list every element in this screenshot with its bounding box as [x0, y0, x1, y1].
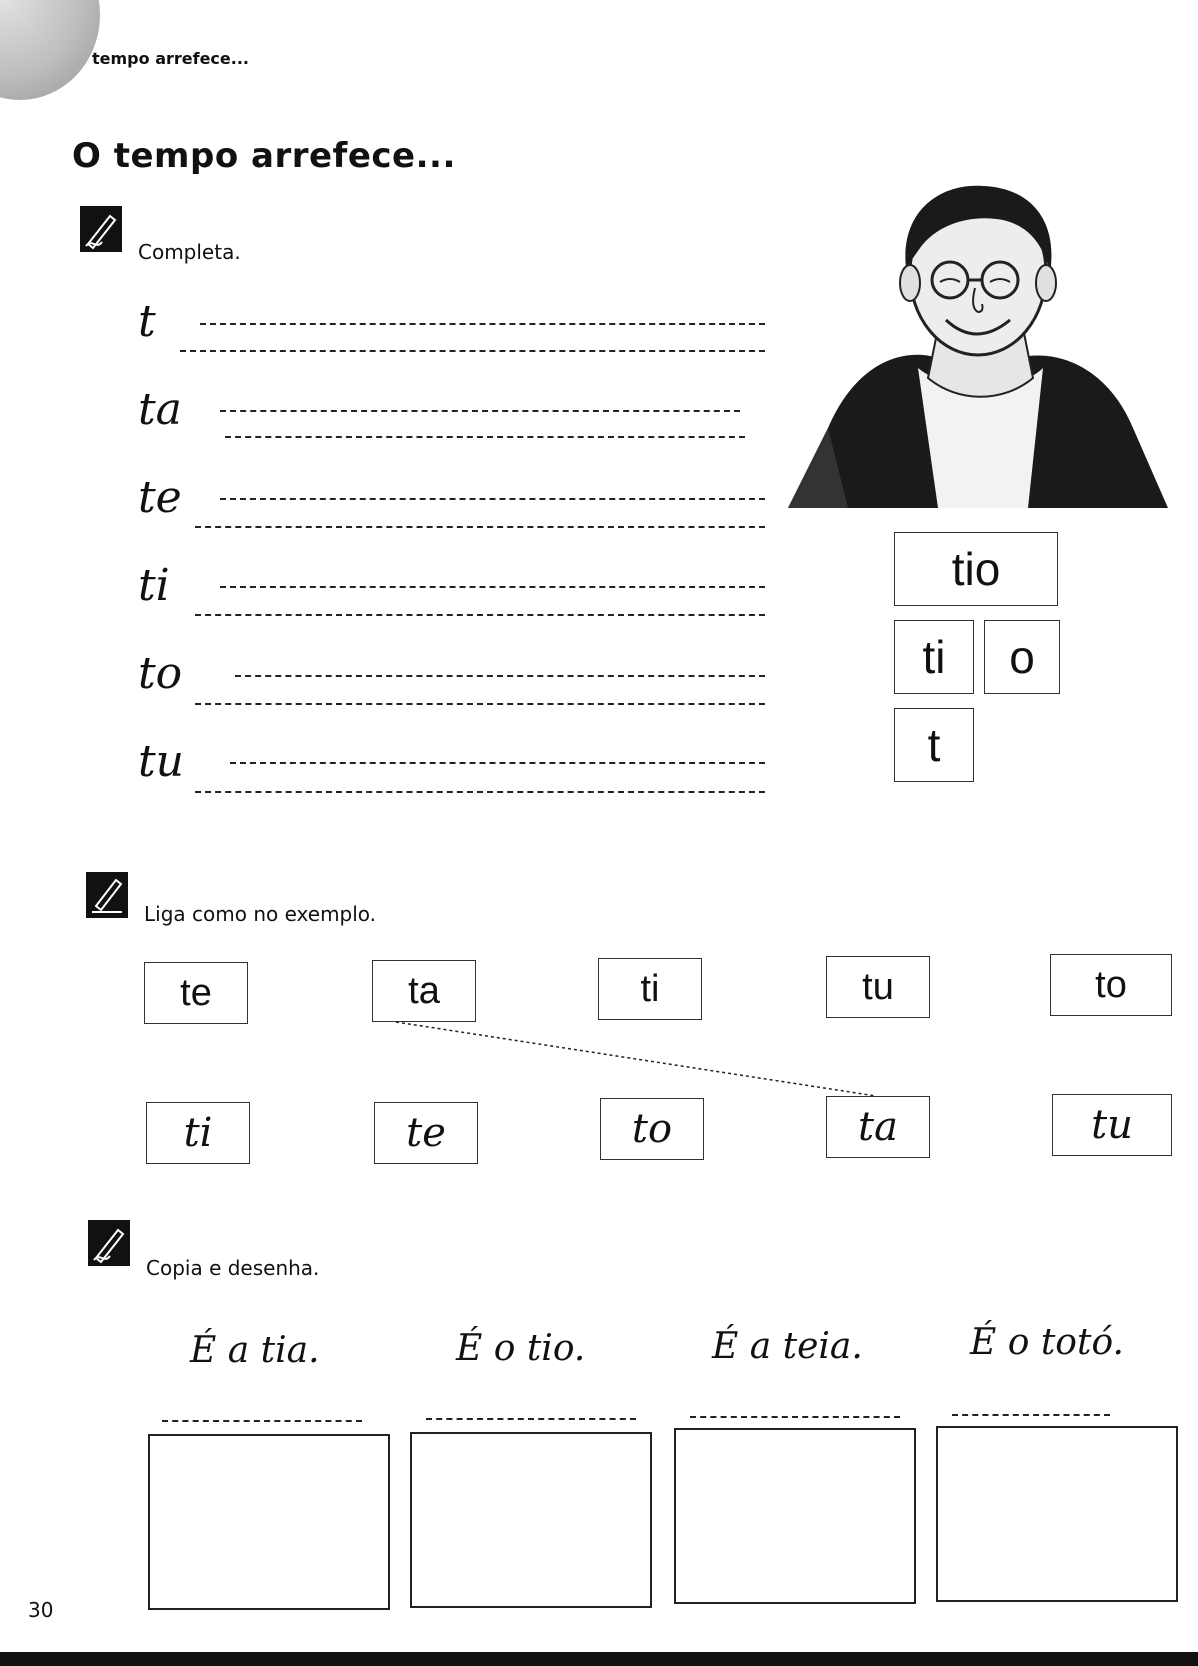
- writing-line[interactable]: [195, 614, 765, 616]
- copy-line-2[interactable]: [426, 1418, 636, 1420]
- writing-line[interactable]: [235, 675, 765, 677]
- bottom-bar: [0, 1652, 1198, 1666]
- exercise-3-instruction: Copia e desenha.: [146, 1256, 320, 1280]
- bottom-syllable-te[interactable]: [374, 1102, 478, 1164]
- syllable-label: to: [631, 1106, 673, 1152]
- word-tio: tio: [951, 543, 1001, 595]
- syllable-label: te: [180, 971, 212, 1014]
- top-syllable-to[interactable]: [1050, 954, 1172, 1016]
- row-label-tu: tu: [138, 736, 185, 787]
- writing-line[interactable]: [230, 762, 765, 764]
- sentence-2: É o tio.: [456, 1328, 586, 1369]
- uncle-illustration: [788, 178, 1168, 508]
- writing-line[interactable]: [195, 791, 765, 793]
- row-label-ta: ta: [138, 384, 182, 435]
- page-title: O tempo arrefece...: [72, 136, 456, 176]
- copy-line-1[interactable]: [162, 1420, 362, 1422]
- pencil-icon: [86, 872, 128, 918]
- bottom-syllable-tu[interactable]: [1052, 1094, 1172, 1156]
- writing-line[interactable]: [220, 410, 740, 412]
- letter-o: o: [1009, 631, 1035, 683]
- syllable-label: ti: [183, 1110, 213, 1156]
- top-syllable-ta[interactable]: [372, 960, 476, 1022]
- writing-line[interactable]: [180, 350, 765, 352]
- syllable-label: tu: [1091, 1102, 1133, 1148]
- syllable-label: ta: [408, 969, 440, 1012]
- page-number: 30: [28, 1598, 54, 1622]
- syllable-label: ta: [858, 1104, 898, 1150]
- syllable-label: tu: [862, 965, 894, 1008]
- top-syllable-ti[interactable]: [598, 958, 702, 1020]
- syllable-label: to: [1095, 963, 1127, 1006]
- row-label-ti: ti: [138, 560, 170, 611]
- writing-line[interactable]: [195, 703, 765, 705]
- bottom-syllable-to[interactable]: [600, 1098, 704, 1160]
- exercise-1-instruction: Completa.: [138, 240, 241, 264]
- word-box-o: [984, 620, 1060, 694]
- drawing-box-4[interactable]: [936, 1426, 1178, 1602]
- pencil-icon: [80, 206, 122, 252]
- sentence-1: É a tia.: [190, 1330, 320, 1371]
- top-syllable-tu[interactable]: [826, 956, 930, 1018]
- exercise-2-instruction: Liga como no exemplo.: [144, 902, 377, 926]
- syllable-ti: ti: [922, 631, 946, 683]
- sentence-3: É a teia.: [712, 1326, 863, 1367]
- drawing-box-3[interactable]: [674, 1428, 916, 1604]
- bottom-syllable-ti[interactable]: [146, 1102, 250, 1164]
- corner-decoration: [0, 0, 100, 100]
- syllable-label: ti: [640, 967, 660, 1010]
- bottom-syllable-ta[interactable]: [826, 1096, 930, 1158]
- word-box-tio: [894, 532, 1058, 606]
- syllable-label: te: [406, 1110, 446, 1156]
- drawing-box-1[interactable]: [148, 1434, 390, 1610]
- writing-line[interactable]: [225, 436, 745, 438]
- row-label-t: t: [138, 296, 156, 347]
- row-label-to: to: [138, 648, 183, 699]
- top-syllable-te[interactable]: [144, 962, 248, 1024]
- writing-line[interactable]: [200, 323, 765, 325]
- writing-line[interactable]: [220, 586, 765, 588]
- pencil-icon: [88, 1220, 130, 1266]
- copy-line-3[interactable]: [690, 1416, 900, 1418]
- copy-line-4[interactable]: [952, 1414, 1110, 1416]
- sentence-4: É o totó.: [970, 1322, 1124, 1363]
- drawing-box-2[interactable]: [410, 1432, 652, 1608]
- writing-line[interactable]: [220, 498, 765, 500]
- running-head: tempo arrefece...: [92, 49, 249, 68]
- row-label-te: te: [138, 472, 182, 523]
- writing-line[interactable]: [195, 526, 765, 528]
- word-box-t: [894, 708, 974, 782]
- letter-t: t: [927, 719, 941, 771]
- word-box-ti: [894, 620, 974, 694]
